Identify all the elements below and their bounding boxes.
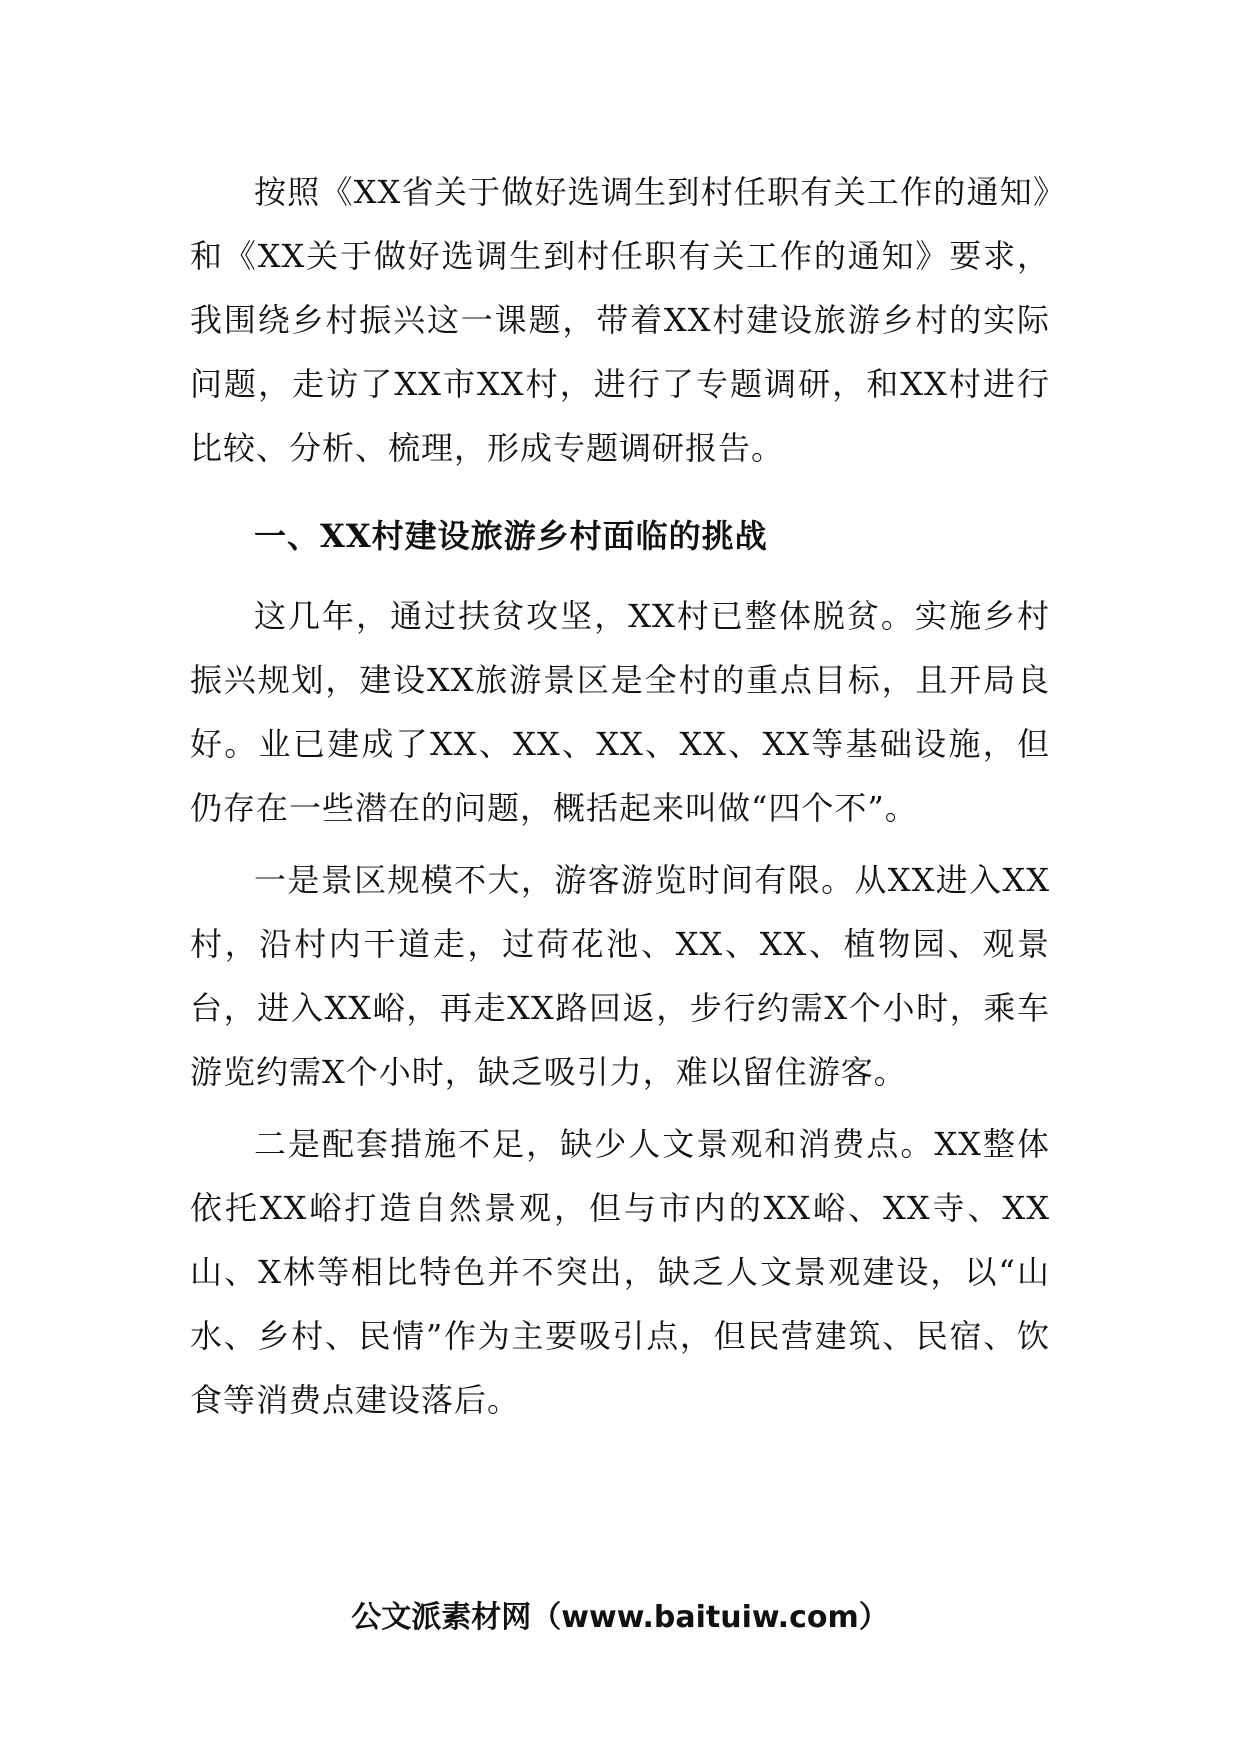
paragraph-overview: 这几年，通过扶贫攻坚，XX村已整体脱贫。实施乡村振兴规划，建设XX旅游景区是全村的重点目标，且开局良好。业已建成了XX、XX、XX、XX、XX等基础设施，但仍存在一些潜在的问题，概括起来叫做“四个不”。 <box>190 597 1050 827</box>
paragraph-point-two: 二是配套措施不足，缺少人文景观和消费点。XX整体依托XX峪打造自然景观，但与市内的XX峪、XX寺、XX山、X林等相比特色并不突出，缺乏人文景观建设，以“山水、乡村、民情”作为主要吸引点，但民营建筑、民宿、饮食等消费点建设落后。 <box>190 1125 1050 1419</box>
footer-watermark: 公文派素材网（www.baituiw.com） <box>351 1600 889 1635</box>
intro-paragraph: 按照《XX省关于做好选调生到村任职有关工作的通知》和《XX关于做好选调生到村任职有关工作的通知》要求，我围绕乡村振兴这一课题，带着XX村建设旅游乡村的实际问题，走访了XX市XX村，进行了专题调研，和XX村进行比较、分析、梳理，形成专题调研报告。 <box>190 173 1050 467</box>
document-body <box>190 160 1050 1432</box>
paragraph-point-one: 一是景区规模不大，游客游览时间有限。从XX进入XX村，沿村内干道走，过荷花池、XX、XX、植物园、观景台，进入XX峪，再走XX路回返，步行约需X个小时，乘车游览约需X个小时，缺乏吸引力，难以留住游客。 <box>190 861 1050 1091</box>
section-heading: 一、XX村建设旅游乡村面临的挑战 <box>254 517 768 555</box>
